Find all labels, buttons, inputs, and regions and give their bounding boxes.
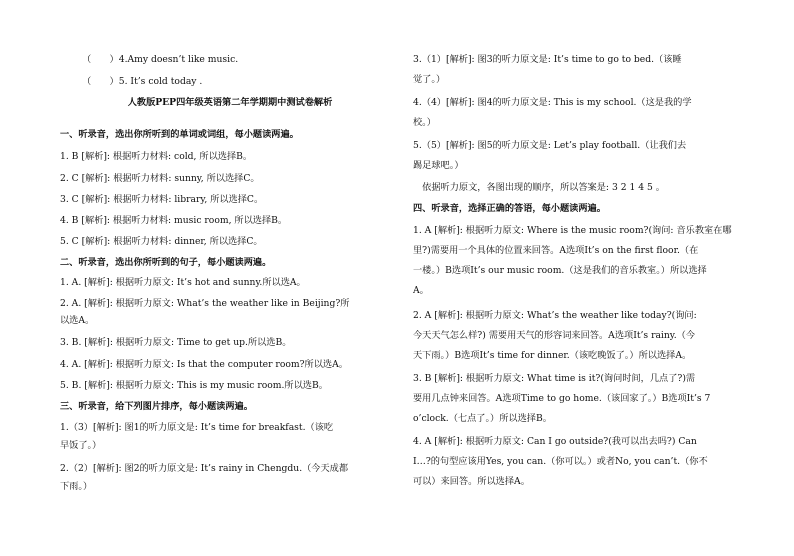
answer-line-cont: 可以）来回答。所以选择A。 — [413, 476, 530, 487]
answer-line-cont: 校。） — [413, 117, 436, 128]
section-heading-2: 二、听录音，选出你所听到的句子，每小题读两遍。 — [60, 257, 272, 268]
answer-line-cont: 今天天气怎么样?) 需要用天气的形容词来回答。A选项It’s rainy.（今 — [413, 330, 696, 341]
answer-line-cont: 踢足球吧。） — [413, 160, 464, 171]
answer-line-cont: o’clock.（七点了。）所以选择B。 — [413, 413, 552, 424]
answer-line-cont: I…?的句型应该用Yes, you can.（你可以。）或者No, you can’t.（你不 — [413, 456, 708, 467]
answer-line: 1. A. [解析]: 根据听力原文: It’s hot and sunny.所以选A。 — [60, 277, 306, 288]
answer-line-cont: 天下雨。）B选项It’s time for dinner.（该吃晚饭了。）所以选择A。 — [413, 350, 692, 361]
answer-line: 5.（5）[解析]: 图5的听力原文是: Let’s play football.（让我们去 — [413, 140, 687, 151]
answer-line: 1.（3）[解析]: 图1的听力原文是: It’s time for breakfast.（该吃 — [60, 422, 334, 433]
answer-line: 2. A [解析]: 根据听力原文: What’s the weather like today?(询问: — [413, 310, 697, 321]
order-summary: 依据听力原文，各图出现的顺序，所以答案是: 3 2 1 4 5 。 — [413, 182, 665, 193]
answer-line-cont: 一楼。）B选项It’s our music room.（这是我们的音乐教室。）所以选择 — [413, 265, 707, 276]
answer-line: 3. B [解析]: 根据听力原文: What time is it?(询问时间，几点了?)需 — [413, 373, 696, 384]
answer-line: 5. C [解析]: 根据听力材料: dinner, 所以选择C。 — [60, 236, 263, 247]
section-heading-1: 一、听录音，选出你所听到的单词或词组，每小题读两遍。 — [60, 129, 299, 140]
section-heading-4: 四、听录音，选择正确的答语，每小题读两遍。 — [413, 203, 606, 214]
answer-line-cont: 早饭了。） — [60, 440, 102, 451]
question-5: （ ）5. It’s cold today . — [82, 76, 203, 87]
answer-line: 4. B [解析]: 根据听力材料: music room, 所以选择B。 — [60, 215, 288, 226]
answer-line-cont: 里?)需要用一个具体的位置来回答。A选项It’s on the first floor.（在 — [413, 245, 699, 256]
answer-line: 4. A. [解析]: 根据听力原文: Is that the computer room?所以选A。 — [60, 359, 348, 370]
section-heading-3: 三、听录音，给下列图片排序，每小题读两遍。 — [60, 401, 253, 412]
answer-line-cont: A。 — [413, 285, 429, 296]
answer-line-cont: 觉了。） — [413, 74, 446, 85]
answer-line: 4.（4）[解析]: 图4的听力原文是: This is my school.（这是我的学 — [413, 97, 692, 108]
answer-line: 4. A [解析]: 根据听力原文: Can I go outside?(我可以出去吗?) Can — [413, 436, 697, 447]
answer-line: 1. A [解析]: 根据听力原文: Where is the music room?(询问: 音乐教室在哪 — [413, 225, 732, 236]
answer-line: 2. C [解析]: 根据听力材料: sunny, 所以选择C。 — [60, 173, 260, 184]
answer-line-cont: 以选A。 — [60, 315, 95, 326]
answer-line: 2.（2）[解析]: 图2的听力原文是: It’s rainy in Chengdu.（今天成都 — [60, 463, 349, 474]
answer-line: 1. B [解析]: 根据听力材料: cold, 所以选择B。 — [60, 151, 253, 162]
answer-line-cont: 下雨。） — [60, 481, 93, 492]
answer-line: 3.（1）[解析]: 图3的听力原文是: It’s time to go to bed.（该睡 — [413, 54, 682, 65]
answer-line-cont: 要用几点钟来回答。A选项Time to go home.（该回家了。）B选项It’s 7 — [413, 393, 711, 404]
answer-line: 2. A. [解析]: 根据听力原文: What’s the weather like in Beijing?所 — [60, 298, 350, 309]
answer-line: 3. B. [解析]: 根据听力原文: Time to get up.所以选B。 — [60, 337, 292, 348]
answer-line: 3. C [解析]: 根据听力材料: library, 所以选择C。 — [60, 194, 264, 205]
question-4: （ ）4.Amy doesn’t like music. — [82, 54, 239, 65]
answer-line: 5. B. [解析]: 根据听力原文: This is my music room.所以选B。 — [60, 380, 328, 391]
document-title: 人教版PEP四年级英语第二年学期期中测试卷解析 — [127, 97, 333, 108]
